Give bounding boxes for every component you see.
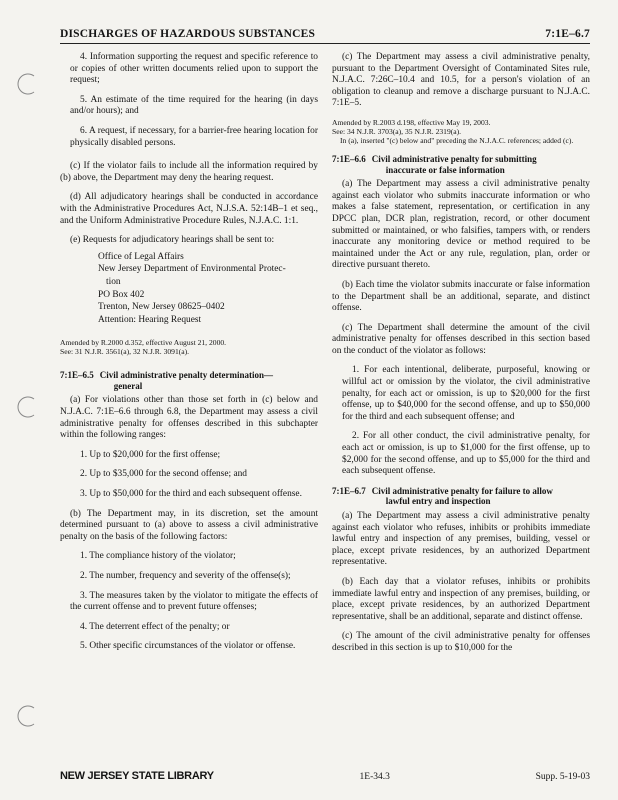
- amendment-line: Amended by R.2003 d.198, effective May 19, 2003.: [332, 117, 491, 127]
- section-heading-6-5: [60, 370, 318, 391]
- section-6-6-c: (c) The Department shall determine the amount of the civil administrative penalty for offenses described in this section based on the conduct of the violator as follows:: [332, 322, 590, 356]
- header-rule: [60, 43, 590, 44]
- section-heading-6-7: [332, 486, 590, 507]
- binder-hole-mark: [14, 704, 38, 728]
- paragraph-c: (c) If the violator fails to include all the information required by (b) above, the Department may deny the hearing request.: [60, 161, 318, 183]
- paragraph-d: (d) All adjudicatory hearings shall be conducted in accordance with the Administrative Procedures Act, N.J.S.A. 52:14B–1 et seq., and the Uniform Administrative Procedure Rules, N.J.A.C. 1:1.: [60, 192, 318, 226]
- address-line: New Jersey Department of Environmental Protec-: [98, 264, 286, 275]
- section-6-6-a: (a) The Department may assess a civil administrative penalty against each violator who submits inaccurate information or who makes a false statement, representation, or certification in any DPCC plan, DCR plan, registration, record, or other document submitted or maintained, or who falsifies, tampers with, or renders inaccurate any monitoring device or method required to be maintained under the Act or any rule, regulation, plan, order or directive pursuant thereto.: [332, 179, 590, 271]
- address-line: Office of Legal Affairs: [98, 251, 184, 262]
- address-line: PO Box 402: [98, 289, 145, 300]
- right-column: [332, 52, 590, 663]
- address-line: Attention: Hearing Request: [98, 314, 202, 325]
- section-6-7-c: (c) The amount of the civil administrative penalty for offenses described in this section is up to $10,000 for the: [332, 631, 590, 653]
- page-number: 1E-34.3: [359, 772, 390, 782]
- section-title-cont: general: [113, 380, 143, 391]
- factor-item-3: 3. The measures taken by the violator to mitigate the effects of the current offense and to prevent future offenses;: [70, 590, 318, 613]
- factor-item-1: 1. The compliance history of the violator;: [80, 551, 236, 562]
- amendment-line: See: 31 N.J.R. 3561(a), 32 N.J.R. 3091(a).: [60, 347, 190, 357]
- address-line: tion: [106, 276, 121, 287]
- section-title-cont: lawful entry and inspection: [385, 496, 491, 507]
- section-6-5-c: (c) The Department may assess a civil administrative penalty, pursuant to the Department Oversight of Contaminated Sites rule, N.J.A.C. 7:26C–10.4 and 10.5, for a person's violation of an obligation to cleanup and remove a discharge pursuant to N.J.A.C. 7:1E–5.: [332, 52, 590, 109]
- factor-item-2: 2. The number, frequency and severity of the offense(s);: [80, 571, 291, 581]
- conduct-item-2: 2. For all other conduct, the civil administrative penalty, for each act or omission, is up to $1,000 for the first offense, up to $2,000 for the second offense, and up to $5,000 for the third and each subsequent offense.: [342, 431, 590, 477]
- section-6-6-b: (b) Each time the violator submits inaccurate or false information to the Department shall be an additional, separate, and distinct offense.: [332, 279, 590, 314]
- section-number: 7:1E–6.7: [332, 485, 366, 496]
- mailing-address: [98, 251, 318, 327]
- left-column: [60, 52, 318, 661]
- section-6-7-b: (b) Each day that a violator refuses, inhibits or prohibits immediate lawful entry and inspection of any premises, building, or place, except private residences, by an authorized Department representative, shall be an additional, separate and distinct offense.: [332, 576, 590, 622]
- library-stamp: NEW JERSEY STATE LIBRARY: [60, 770, 214, 782]
- conduct-item-1: 1. For each intentional, deliberate, purposeful, knowing or willful act or omission by the violator, the civil administrative penalty, for each act or omission, is up to $20,000 for the first offense, up to $40,000 for the second offense, and up to $50,000 for the third and each subsequent offense; and: [342, 365, 590, 422]
- amendment-line: Amended by R.2000 d.352, effective August 21, 2000.: [60, 338, 227, 348]
- factor-item-4: 4. The deterrent effect of the penalty; or: [80, 621, 230, 632]
- section-title: Civil administrative penalty for submitting: [371, 153, 537, 164]
- header-section-number: 7:1E–6.7: [545, 28, 590, 40]
- section-title: Civil administrative penalty for failure to allow: [371, 485, 553, 496]
- page-footer: [60, 770, 590, 782]
- section-number: 7:1E–6.5: [60, 370, 94, 381]
- amendment-note: [332, 118, 590, 145]
- section-number: 7:1E–6.6: [332, 153, 366, 164]
- request-item-5: 5. An estimate of the time required for the hearing (in days and/or hours); and: [70, 94, 318, 117]
- header-title: DISCHARGES OF HAZARDOUS SUBSTANCES: [60, 28, 316, 40]
- supplement-date: Supp. 5-19-03: [535, 772, 590, 782]
- request-item-6: 6. A request, if necessary, for a barrier-free hearing location for physically disabled persons.: [70, 125, 318, 148]
- amendment-line: In (a), inserted "(c) below and" preceding the N.J.A.C. references; added (c).: [340, 135, 574, 145]
- section-title: Civil administrative penalty determination—: [99, 370, 273, 381]
- amendment-note: [60, 338, 318, 356]
- range-item-3: 3. Up to $50,000 for the third and each subsequent offense.: [80, 489, 302, 500]
- binder-hole-mark: [14, 72, 38, 96]
- amendment-line: See: 34 N.J.R. 3703(a), 35 N.J.R. 2319(a).: [332, 126, 462, 136]
- range-item-2: 2. Up to $35,000 for the second offense; and: [80, 469, 247, 480]
- running-header: [60, 28, 590, 40]
- factor-item-5: 5. Other specific circumstances of the violator or offense.: [80, 641, 296, 652]
- binder-hole-mark: [14, 395, 38, 419]
- section-6-5-a: (a) For violations other than those set forth in (c) below and N.J.A.C. 7:1E–6.6 through 6.8, the Department may assess a civil administrative penalty for offenses described in this subchapter within the following ranges:: [60, 395, 318, 441]
- section-heading-6-6: [332, 154, 590, 175]
- section-6-5-b: (b) The Department may, in its discretion, set the amount determined pursuant to (a) above to assess a civil administrative penalty on the basis of the following factors:: [60, 508, 318, 542]
- address-line: Trenton, New Jersey 08625–0402: [98, 302, 225, 313]
- range-item-1: 1. Up to $20,000 for the first offense;: [80, 449, 221, 460]
- section-6-7-a: (a) The Department may assess a civil administrative penalty against each violator who refuses, inhibits or prohibits immediate lawful entry and inspection of any premises, building, vessel or place, except private residences, by an authorized Department representative.: [332, 511, 590, 568]
- paragraph-e: (e) Requests for adjudicatory hearings shall be sent to:: [70, 235, 275, 246]
- request-item-4: 4. Information supporting the request and specific reference to or copies of other written documents relied upon to support the request;: [70, 52, 318, 86]
- section-title-cont: inaccurate or false information: [385, 164, 505, 175]
